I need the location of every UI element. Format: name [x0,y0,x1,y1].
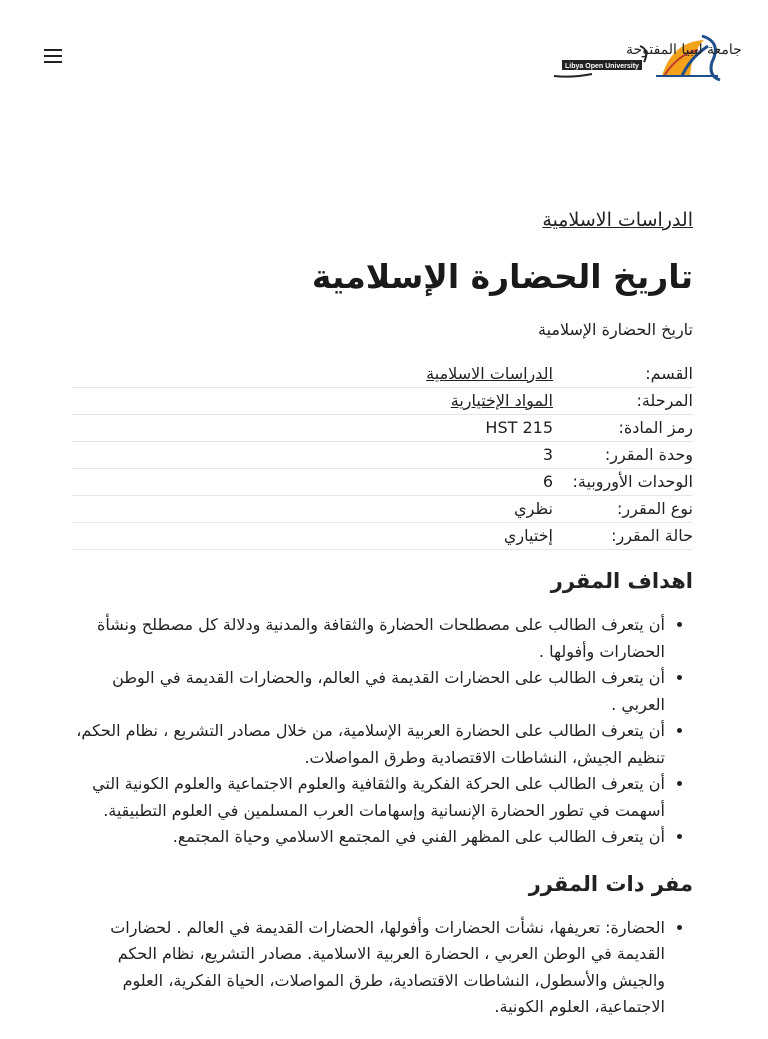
stage-link[interactable]: المواد الإختيارية [450,391,553,410]
objectives-list [72,612,693,851]
course-code-value: HST 215 [72,415,553,442]
objectives-heading: اهداف المقرر [550,569,693,593]
course-contents-list [72,915,693,1021]
list-item: • أن يتعرف الطالب على الحضارة العربية الإسلامية، من خلال مصادر التشريع ، نظام الحكم، تنظيم الجيش، النشاطات الاقتصادية وطرق المواصلات. [72,718,665,771]
university-logo[interactable] [532,32,742,82]
site-header [0,0,768,115]
info-key: المرحلة: [553,388,693,415]
info-key: حالة المقرر: [553,523,693,550]
course-subtitle: تاريخ الحضارة الإسلامية [537,320,693,339]
breadcrumb-department-link[interactable]: الدراسات الاسلامية [542,209,693,231]
info-row-course-code [72,415,693,442]
list-item: • أن يتعرف الطالب على مصطلحات الحضارة والثقافة والمدنية ودلالة كل مصطلح ونشأة الحضارات وأفولها . [72,612,665,665]
course-type-value: نظري [72,496,553,523]
list-item: • الحضارة: تعريفها، نشأت الحضارات وأفولها، الحضارات القديمة في العالم . لحضارات القديمة في الوطن العربي ، الحضارة العربية الاسلامية. مصادر التشريع، نظام الحكم والجيش والأسطول، النشاطات الاقتصادية، طرق المواصلات، الحياة الفكرية، العلوم الاجتماعية، العلوم الكونية. [72,915,665,1021]
logo-english-text: Libya Open University [565,63,639,70]
page-title: تاريخ الحضارة الإسلامية [311,257,693,296]
info-key: نوع المقرر: [553,496,693,523]
info-row-stage [72,388,693,415]
info-key: القسم: [553,361,693,388]
list-item: • أن يتعرف الطالب على الحركة الفكرية والثقافية والعلوم الاجتماعية والعلوم الكونية التي أسهمت في تطور الحضارة الإنسانية وإسهامات العرب المسلمين في العلوم التطبيقية. [72,771,665,824]
department-link[interactable]: الدراسات الاسلامية [426,364,553,383]
list-item: • أن يتعرف الطالب على المظهر الفني في المجتمع الاسلامي وحياة المجتمع. [72,824,665,851]
course-info-table [72,361,693,550]
logo-emblem-icon [532,32,742,82]
list-item: • أن يتعرف الطالب على الحضارات القديمة في العالم، والحضارات القديمة في الوطن العربي . [72,665,665,718]
hamburger-menu-icon[interactable] [42,47,64,67]
info-row-department [72,361,693,388]
info-row-course-status [72,523,693,550]
info-key: الوحدات الأوروبية: [553,469,693,496]
info-key: وحدة المقرر: [553,442,693,469]
info-key: رمز المادة: [553,415,693,442]
ects-value: 6 [72,469,553,496]
course-contents-heading: مفر دات المقرر [528,871,693,896]
info-row-credit-units [72,442,693,469]
logo-arabic-text: جامعة ليبيا المفتوحة [626,42,742,58]
info-row-ects [72,469,693,496]
credit-units-value: 3 [72,442,553,469]
course-status-value: إختياري [72,523,553,550]
main-content [72,205,693,1039]
info-row-course-type [72,496,693,523]
